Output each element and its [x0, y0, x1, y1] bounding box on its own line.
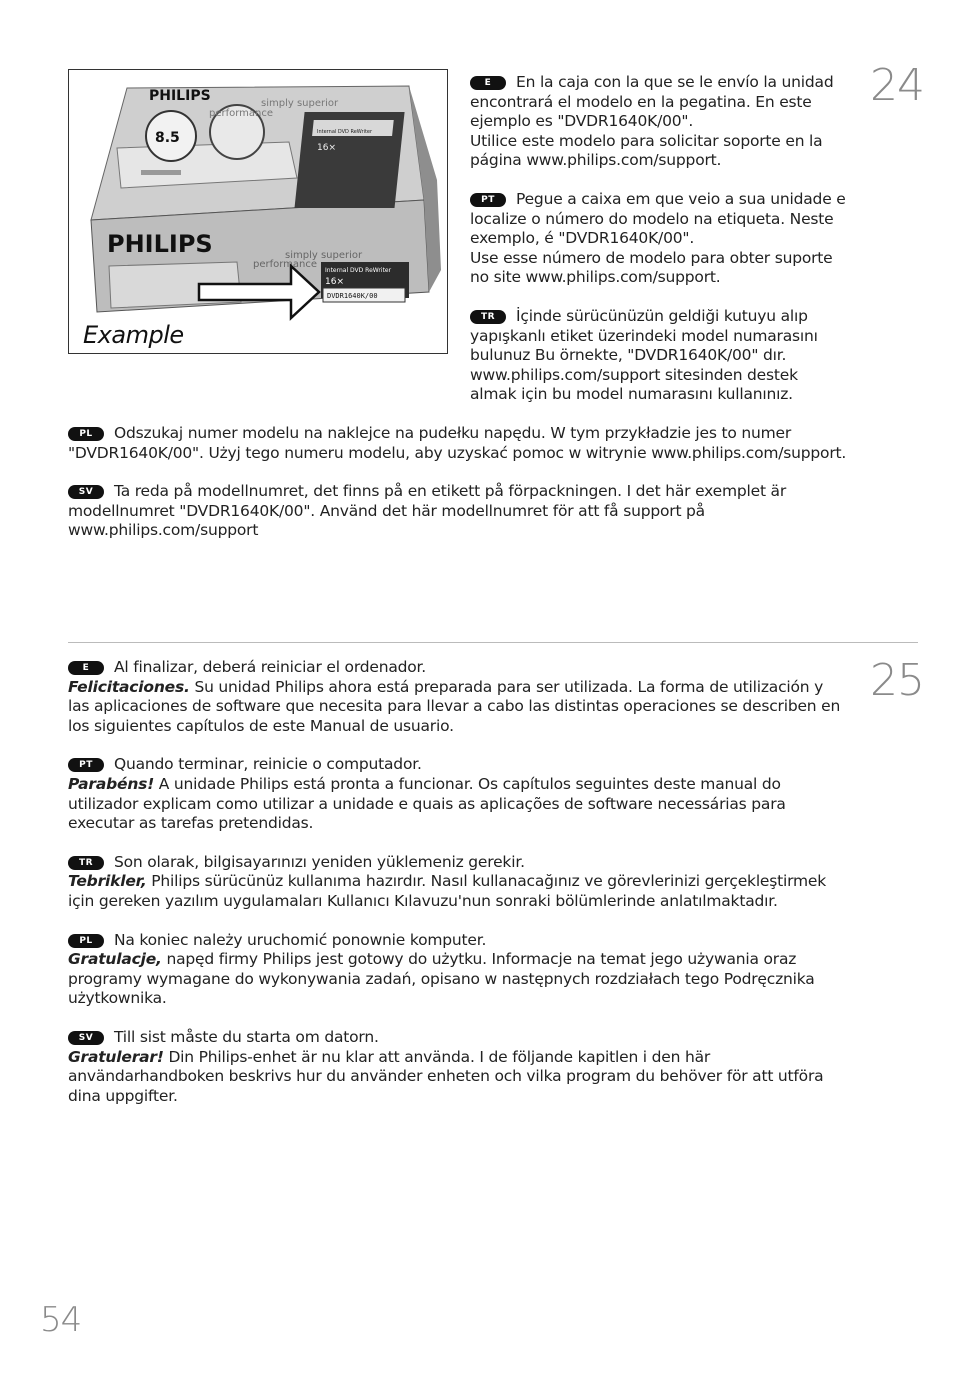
- para-25-pt: PT Quando terminar, reinicie o computador. Parabéns! A unidade Philips está pronta a funcionar. Os capítulos seguintes deste manual do utilizador explicam como utilizar a unidade e quais as aplicações de software necessárias para executar as tarefas pretendidas.: [68, 755, 786, 833]
- lang-badge-tr: TR: [68, 856, 104, 870]
- lang-badge-pl: PL: [68, 934, 104, 948]
- section-24-right-column: [470, 73, 848, 405]
- box-front-tagline: simply superior: [285, 250, 363, 261]
- drive-tray-top: [141, 170, 181, 175]
- lang-badge-e: E: [68, 661, 104, 675]
- para-24-tr: TR İçinde sürücünüzün geldiği kutuyu alıp yapışkanlı etiket üzerindeki model numarasını bulunuz Bu örnekte, "DVDR1640K/00" dır. www.philips.com/support sitesinden destek almak için bu model numarasını kullanınız.: [470, 306, 818, 404]
- lang-badge-e: E: [470, 76, 506, 90]
- lang-badge-pl: PL: [68, 427, 104, 441]
- step-number-25: 25: [870, 655, 924, 706]
- para-24-pl: PL Odszukaj numer modelu na naklejce na pudełku napędu. W tym przykładzie jes to numer "DVDR1640K/00". Użyj tego numeru modelu, aby uzyskać pomoc w witrynie www.philips.com/support.: [68, 424, 847, 462]
- box-top-speed: 16×: [317, 143, 336, 153]
- lang-badge-pt: PT: [470, 193, 506, 207]
- box-top-tagline: simply superior: [261, 98, 339, 109]
- box-top-brand: PHILIPS: [149, 88, 211, 104]
- disc-badge-text: 8.5: [155, 130, 180, 146]
- lead-parabens: Parabéns!: [68, 774, 155, 793]
- step-number-24: 24: [870, 60, 924, 111]
- box-top-tagline-2: performance: [209, 108, 274, 119]
- para-24-e: E En la caja con la que se le envío la unidad encontrará el modelo en la pegatina. En este ejemplo es "DVDR1640K/00". Utilice este modelo para solicitar soporte en la página www.philips.com/support.: [470, 73, 834, 170]
- section-25: [68, 658, 848, 1106]
- lead-gratulacje: Gratulacje,: [68, 950, 162, 969]
- lead-tebrikler: Tebrikler,: [68, 872, 147, 891]
- para-25-pl: PL Na koniec należy uruchomić ponownie komputer. Gratulacje, napęd firmy Philips jest gotowy do użytku. Informacje na temat jego używania oraz programy wymagane do wykonywania zadań, opisano w następnych rozdziałach tego Podręcznika użytkownika.: [68, 930, 815, 1008]
- para-25-tr: TR Son olarak, bilgisayarınızı yeniden yüklemeniz gerekir. Tebrikler, Philips sürücünüz kullanıma hazırdır. Nasıl kullanacağınız ve görevlerinizi gerçekleştirmek için gereken yazılım uygulamaları Kullanıcı Kılavuzu'nun sonraki bölümlerinde anlatılmaktadır.: [68, 852, 827, 910]
- box-front-brand: PHILIPS: [107, 230, 213, 258]
- model-sticker-text: DVDR1640K/00: [327, 292, 378, 300]
- lang-badge-sv: SV: [68, 485, 104, 499]
- section-divider: [68, 642, 918, 643]
- box-front-speed: 16×: [325, 277, 344, 287]
- box-front-product: Internal DVD ReWriter: [325, 267, 392, 274]
- para-24-pt: PT Pegue a caixa em que veio a sua unidade e localize o número do modelo na etiqueta. Neste exemplo, é "DVDR1640K/00". Use esse número de modelo para obter suporte no site www.philips.com/support.: [470, 189, 846, 287]
- para-25-sv: SV Till sist måste du starta om datorn. Gratulerar! Din Philips-enhet är nu klar att använda. I de följande kapitlen i den här användarhandboken beskrivs hur du använder enheten och vilka program du behöver för att utföra dina uppgifter.: [68, 1027, 824, 1105]
- lang-badge-pt: PT: [68, 758, 104, 772]
- lang-badge-sv: SV: [68, 1031, 104, 1045]
- section-24-full-width: [68, 424, 848, 541]
- product-box-illustration: [69, 70, 448, 354]
- box-top-product: Internal DVD ReWriter: [317, 129, 373, 135]
- page-number: 54: [40, 1300, 82, 1340]
- lang-badge-tr: TR: [470, 310, 506, 324]
- lead-gratulerar: Gratulerar!: [68, 1047, 164, 1066]
- photo-caption: Example: [83, 321, 184, 349]
- example-box-photo: [68, 69, 448, 354]
- box-front-tagline-2: performance: [253, 259, 318, 270]
- lead-felicitaciones: Felicitaciones.: [68, 677, 190, 696]
- para-24-sv: SV Ta reda på modellnumret, det finns på en etikett på förpackningen. I det här exemplet är modellnumret "DVDR1640K/00". Använd det här modellnumret för att få support på www.philips.com/support: [68, 482, 787, 540]
- para-25-e: E Al finalizar, deberá reiniciar el ordenador. Felicitaciones. Su unidad Philips ahora está preparada para ser utilizada. La forma de utilización y las aplicaciones de software que necesita para llevar a cabo las distintas operaciones se describen en los siguientes capítulos de este Manual de usuario.: [68, 658, 841, 735]
